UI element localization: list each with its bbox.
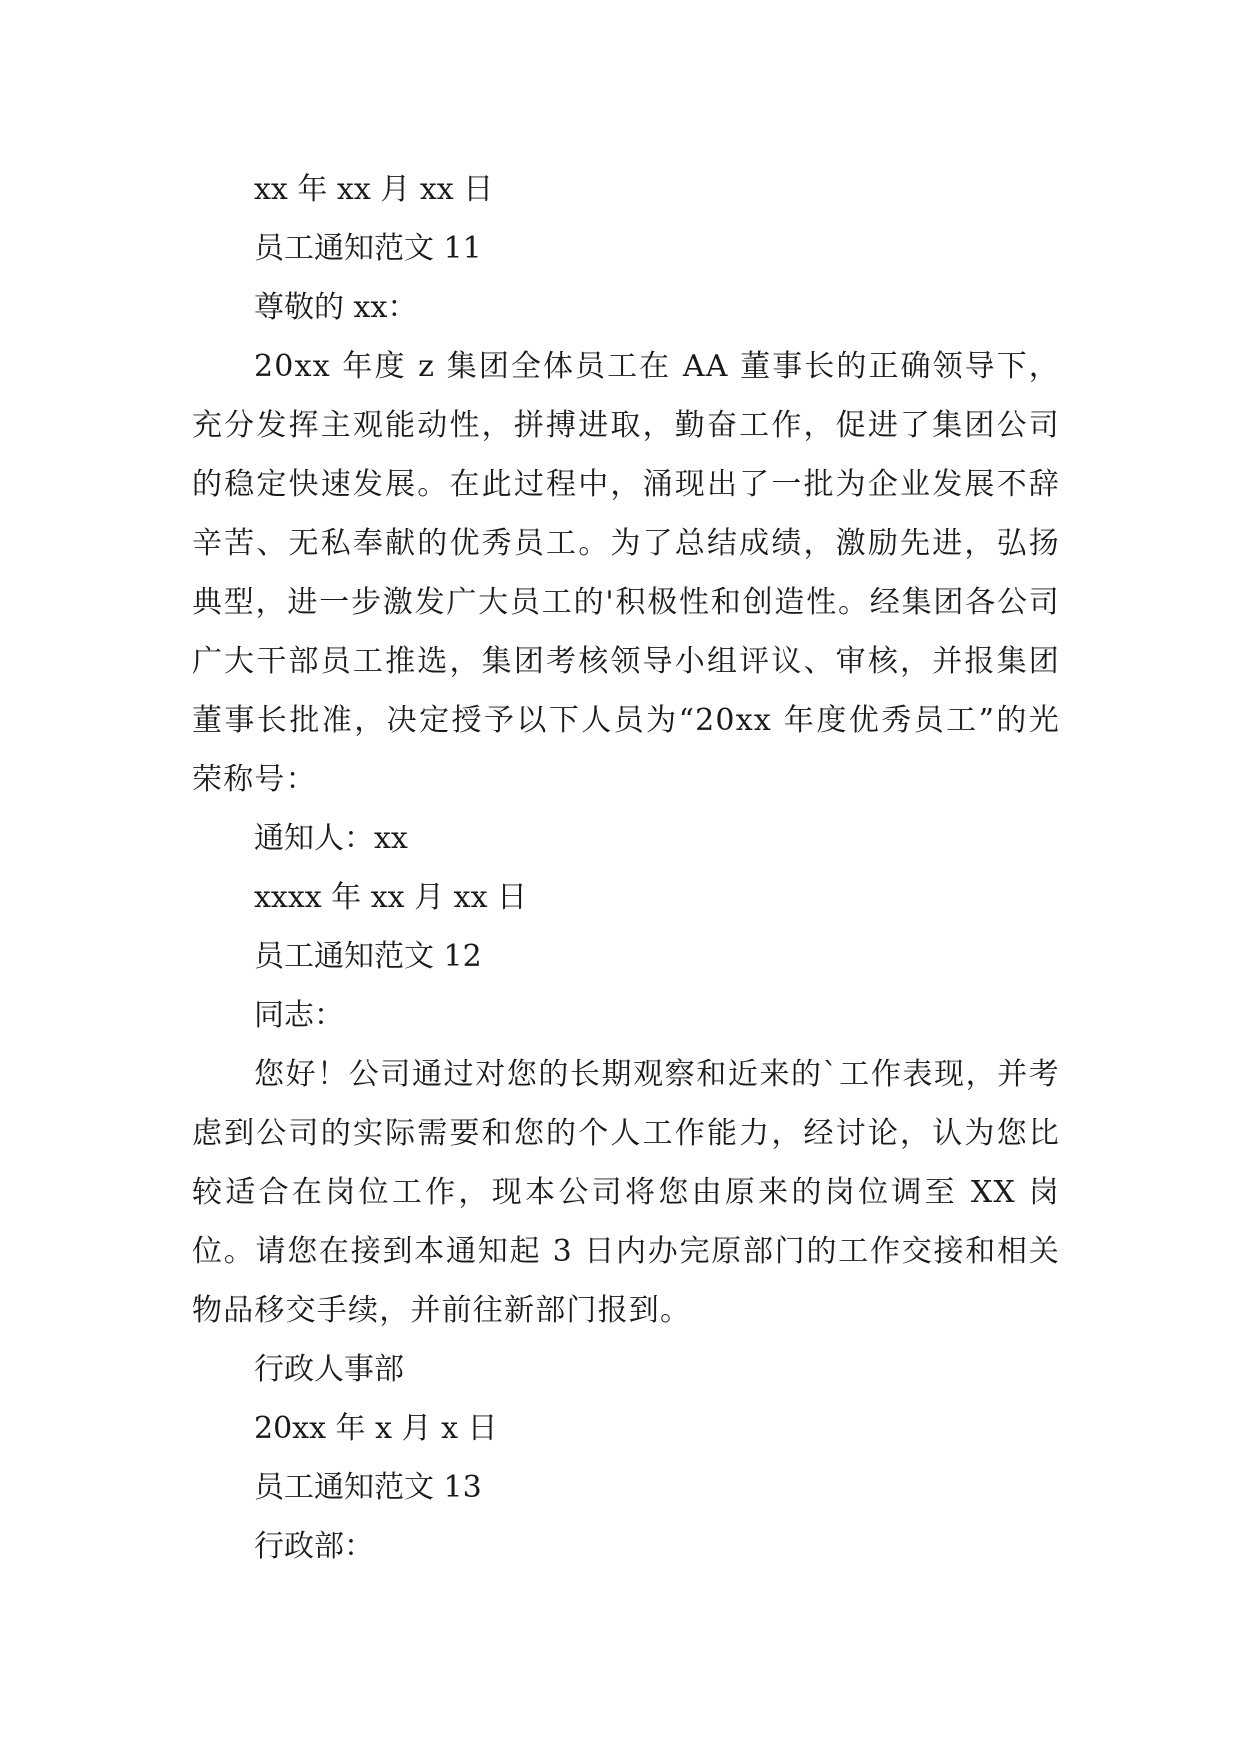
heading-notice-12: 员工通知范文 12 [254, 939, 482, 974]
heading-notice-13: 员工通知范文 13 [254, 1470, 482, 1505]
salutation-2: 同志： [254, 998, 344, 1033]
date-line-3: 20xx 年 x 月 x 日 [254, 1411, 498, 1446]
document-body [192, 160, 1060, 1576]
salutation-3: 行政部： [254, 1529, 374, 1564]
date-line-2: xxxx 年 xx 月 xx 日 [254, 880, 528, 915]
department-signature: 行政人事部 [254, 1352, 404, 1387]
body-paragraph-1: 20xx 年度 z 集团全体员工在 AA 董事长的正确领导下，充分发挥主观能动性，拼搏进取，勤奋工作，促进了集团公司的稳定快速发展。在此过程中，涌现出了一批为企业发展不辞辛苦、无私奉献的优秀员工。为了总结成绩，激励先进，弘扬典型，进一步激发广大员工的'积极性和创造性。经集团各公司广大干部员工推选，集团考核领导小组评议、审核，并报集团董事长批准，决定授予以下人员为“20xx 年度优秀员工”的光荣称号： [192, 349, 1060, 797]
notifier-line: 通知人：xx [254, 821, 408, 856]
body-paragraph-2: 您好！公司通过对您的长期观察和近来的`工作表现，并考虑到公司的实际需要和您的个人工作能力，经讨论，认为您比较适合在岗位工作，现本公司将您由原来的岗位调至 XX 岗位。请您在接到本通知起 3 日内办完原部门的工作交接和相关物品移交手续，并前往新部门报到。 [192, 1057, 1060, 1328]
date-line-1: xx 年 xx 月 xx 日 [254, 172, 494, 207]
salutation-1: 尊敬的 xx： [254, 290, 418, 325]
heading-notice-11: 员工通知范文 11 [254, 231, 482, 266]
